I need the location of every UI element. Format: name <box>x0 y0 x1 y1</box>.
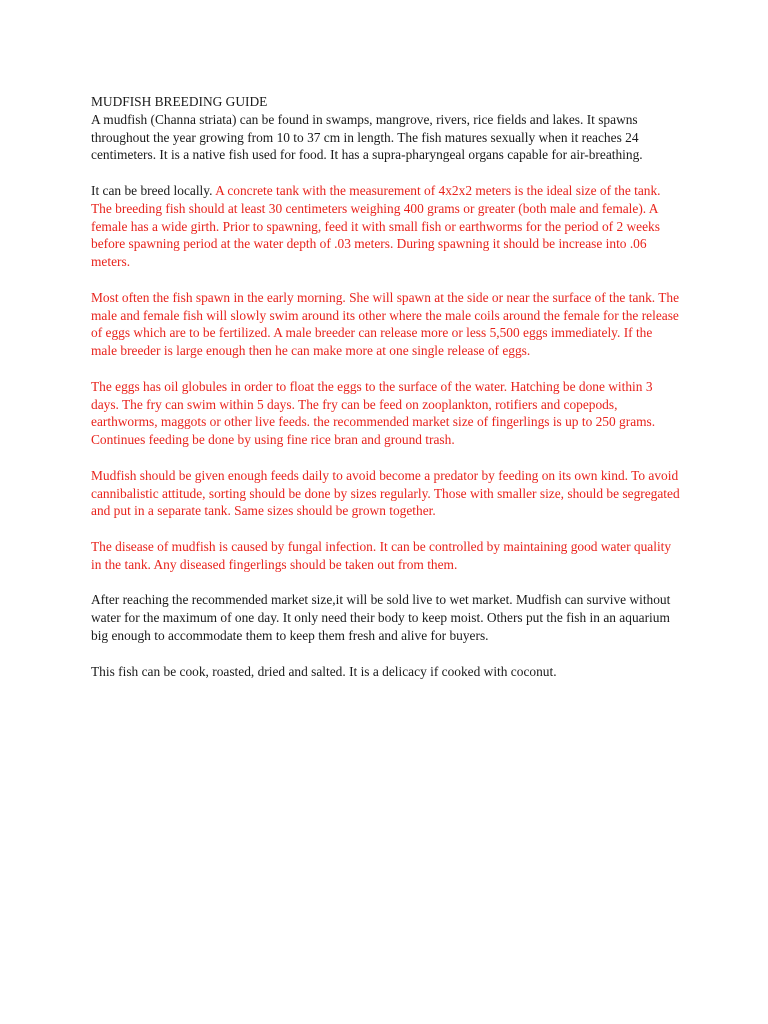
paragraph-tank-lead: It can be breed locally. <box>91 182 216 198</box>
paragraph-market: After reaching the recommended market size,it will be sold live to wet market. Mudfish can survive without water for the maximum of one day. It only need their body to keep moist. Others put the fish in an aquarium big enough to accommodate them to keep them fresh and alive for buyers. <box>91 592 671 643</box>
paragraph-spawning: Most often the fish spawn in the early morning. She will spawn at the side or near the surface of the tank. The male and female fish will slowly swim around its other where the male coils around the female for the release of eggs which are to be fertilized. A male breeder can release more or less 5,500 eggs immediately. If the male breeder is large enough then he can make more at one single release of eggs. <box>91 289 680 359</box>
paragraph-intro: A mudfish (Channa striata) can be found in swamps, mangrove, rivers, rice fields and lakes. It spawns throughout the year growing from 10 to 37 cm in length. The fish matures sexually when it reaches 24 centimeters. It is a native fish used for food. It has a supra-pharyngeal organs capable for air-breathing. <box>91 111 643 163</box>
document-body <box>91 93 681 698</box>
paragraph-disease: The disease of mudfish is caused by fungal infection. It can be controlled by maintaining good water quality in the tank. Any diseased fingerlings should be taken out from them. <box>91 538 672 572</box>
paragraph-tank-highlight: A concrete tank with the measurement of 4x2x2 meters is the ideal size of the tank. The breeding fish should at least 30 centimeters weighing 400 grams or greater (both male and female). A female has a wide girth. Prior to spawning, feed it with small fish or earthworms for the period of 2 weeks before spawning period at the water depth of .03 meters. During spawning it should be increase into .06 meters. <box>91 182 661 270</box>
paragraph-cooking: This fish can be cook, roasted, dried and salted. It is a delicacy if cooked with coconut. <box>91 663 557 679</box>
paragraph-tank <box>91 182 681 271</box>
paragraph-eggs: The eggs has oil globules in order to float the eggs to the surface of the water. Hatching be done within 3 days. The fry can swim within 5 days. The fry can be feed on zooplankton, rotifiers and copepods, earthworms, maggots or other live feeds. the recommended market size of fingerlings is up to 250 grams. Continues feeding be done by using fine rice bran and ground trash. <box>91 378 656 448</box>
paragraph-feeding: Mudfish should be given enough feeds daily to avoid become a predator by feeding on its own kind. To avoid cannibalistic attitude, sorting should be done by sizes regularly. Those with smaller size, should be segregated and put in a separate tank. Same sizes should be grown together. <box>91 467 680 519</box>
document-title: MUDFISH BREEDING GUIDE <box>91 94 268 109</box>
